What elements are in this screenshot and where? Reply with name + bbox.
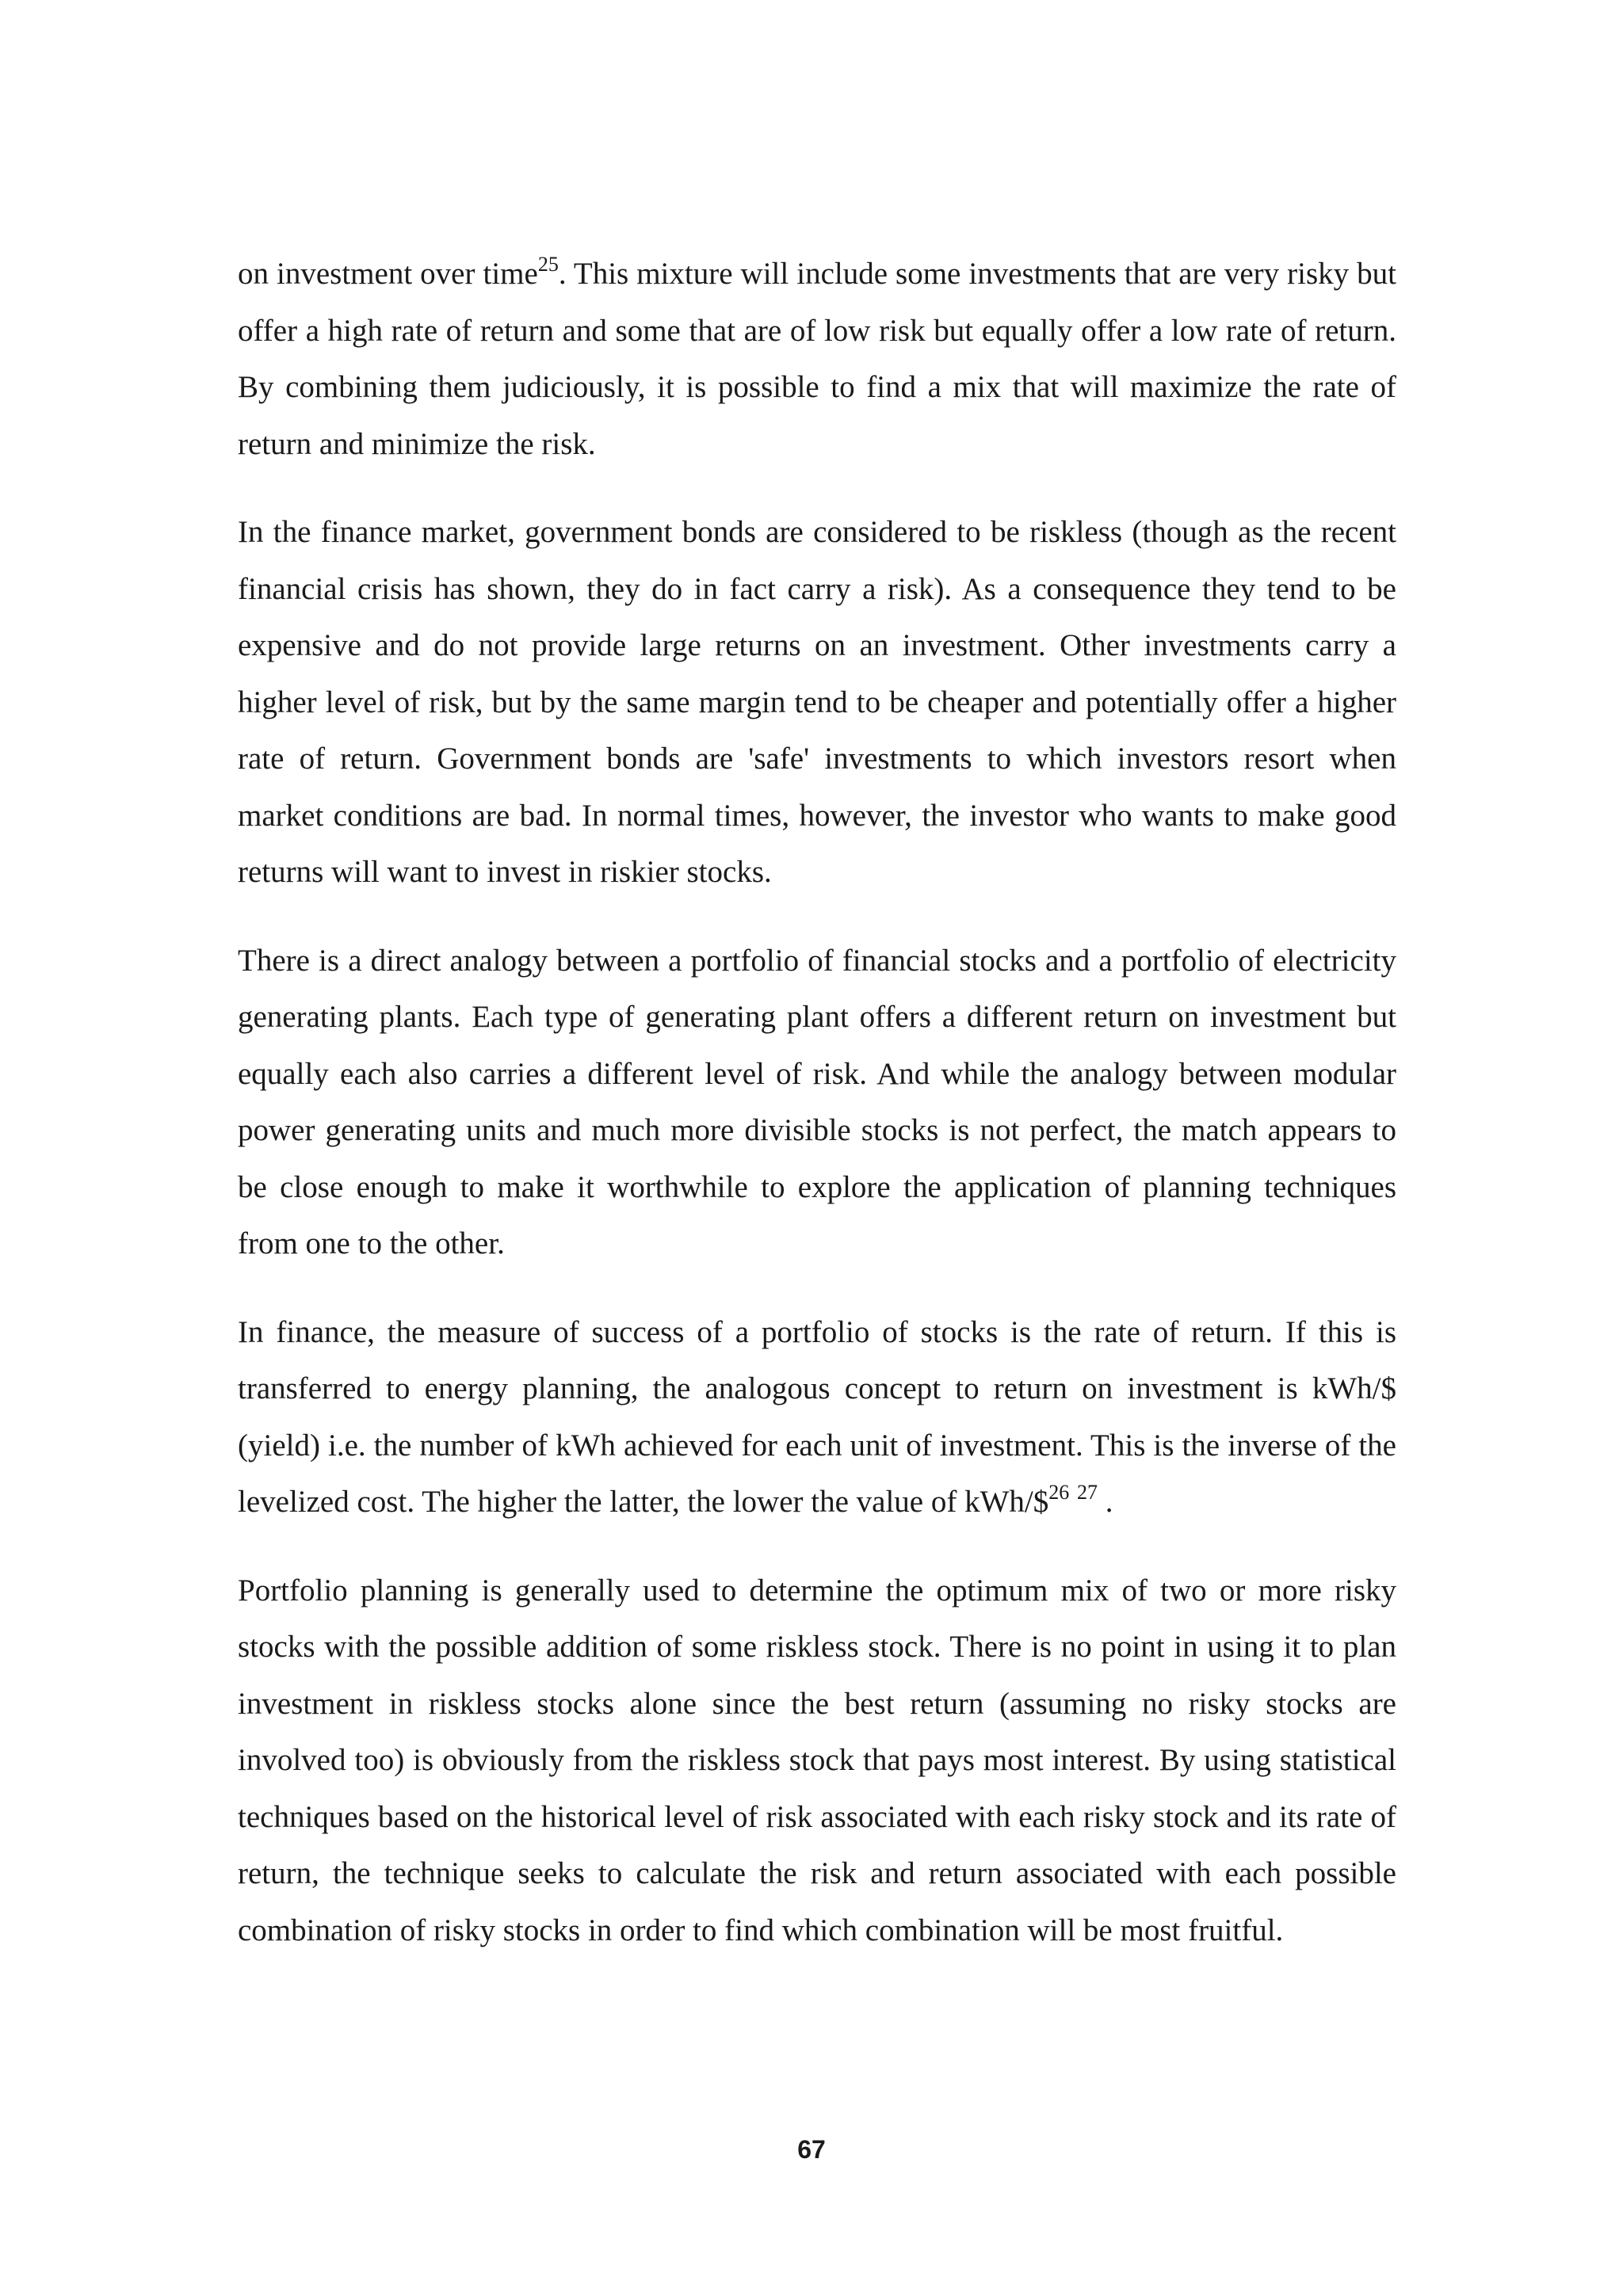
footnote-ref-26[interactable]: 26 [1048,1481,1070,1504]
paragraph-1-text-end: . This mixture will include some investments that are very risky but offer a high rate of return and some that are of low risk but equally offer a low rate of return. By combining them judiciously, it is possible to find a mix that will maximize the rate of return and minimize the risk. [238,257,1396,461]
footnote-ref-25[interactable]: 25 [537,253,559,276]
paragraph-3: There is a direct analogy between a portfolio of financial stocks and a portfolio of electricity generating plants. Each type of generating plant offers a different return on investment but equally each also carries a different level of risk. And while the analogy between modular power generating units and much more divisible stocks is not perfect, the match appears to be close enough to make it worthwhile to explore the application of planning techniques from one to the other. [238,943,1396,1261]
paragraph-1-text-start: on investment over time [238,257,538,291]
body-text [238,246,1396,1958]
paragraph-4-text-start: In finance, the measure of success of a portfolio of stocks is the rate of return. If this is transferred to energy planning, the analogous concept to return on investment is kWh/$ (yield) i.e. the number of kWh achieved for each unit of investment. This is the inverse of the levelized cost. The higher the latter, the lower the value of kWh/$ [238,1314,1396,1519]
paragraph-4-text-end: . [1098,1485,1113,1519]
page-number: 67 [797,2135,826,2164]
paragraph-4 [238,1304,1396,1531]
paragraph-2: In the finance market, government bonds are considered to be riskless (though as the recent financial crisis has shown, they do in fact carry a risk). As a consequence they tend to be expensive and do not provide large returns on an investment. Other investments carry a higher level of risk, but by the same margin tend to be cheaper and potentially offer a higher rate of return. Government bonds are 'safe' investments to which investors resort when market conditions are bad. In normal times, however, the investor who wants to make good returns will want to invest in riskier stocks. [238,515,1396,889]
paragraph-5: Portfolio planning is generally used to determine the optimum mix of two or more risky stocks with the possible addition of some riskless stock. There is no point in using it to plan investment in riskless stocks alone since the best return (assuming no risky stocks are involved too) is obviously from the riskless stock that pays most interest. By using statistical techniques based on the historical level of risk associated with each risky stock and its rate of return, the technique seeks to calculate the risk and return associated with each possible combination of risky stocks in order to find which combination will be most fruitful. [238,1573,1396,1947]
footnote-ref-27[interactable]: 27 [1077,1481,1098,1504]
paragraph-1 [238,246,1396,472]
